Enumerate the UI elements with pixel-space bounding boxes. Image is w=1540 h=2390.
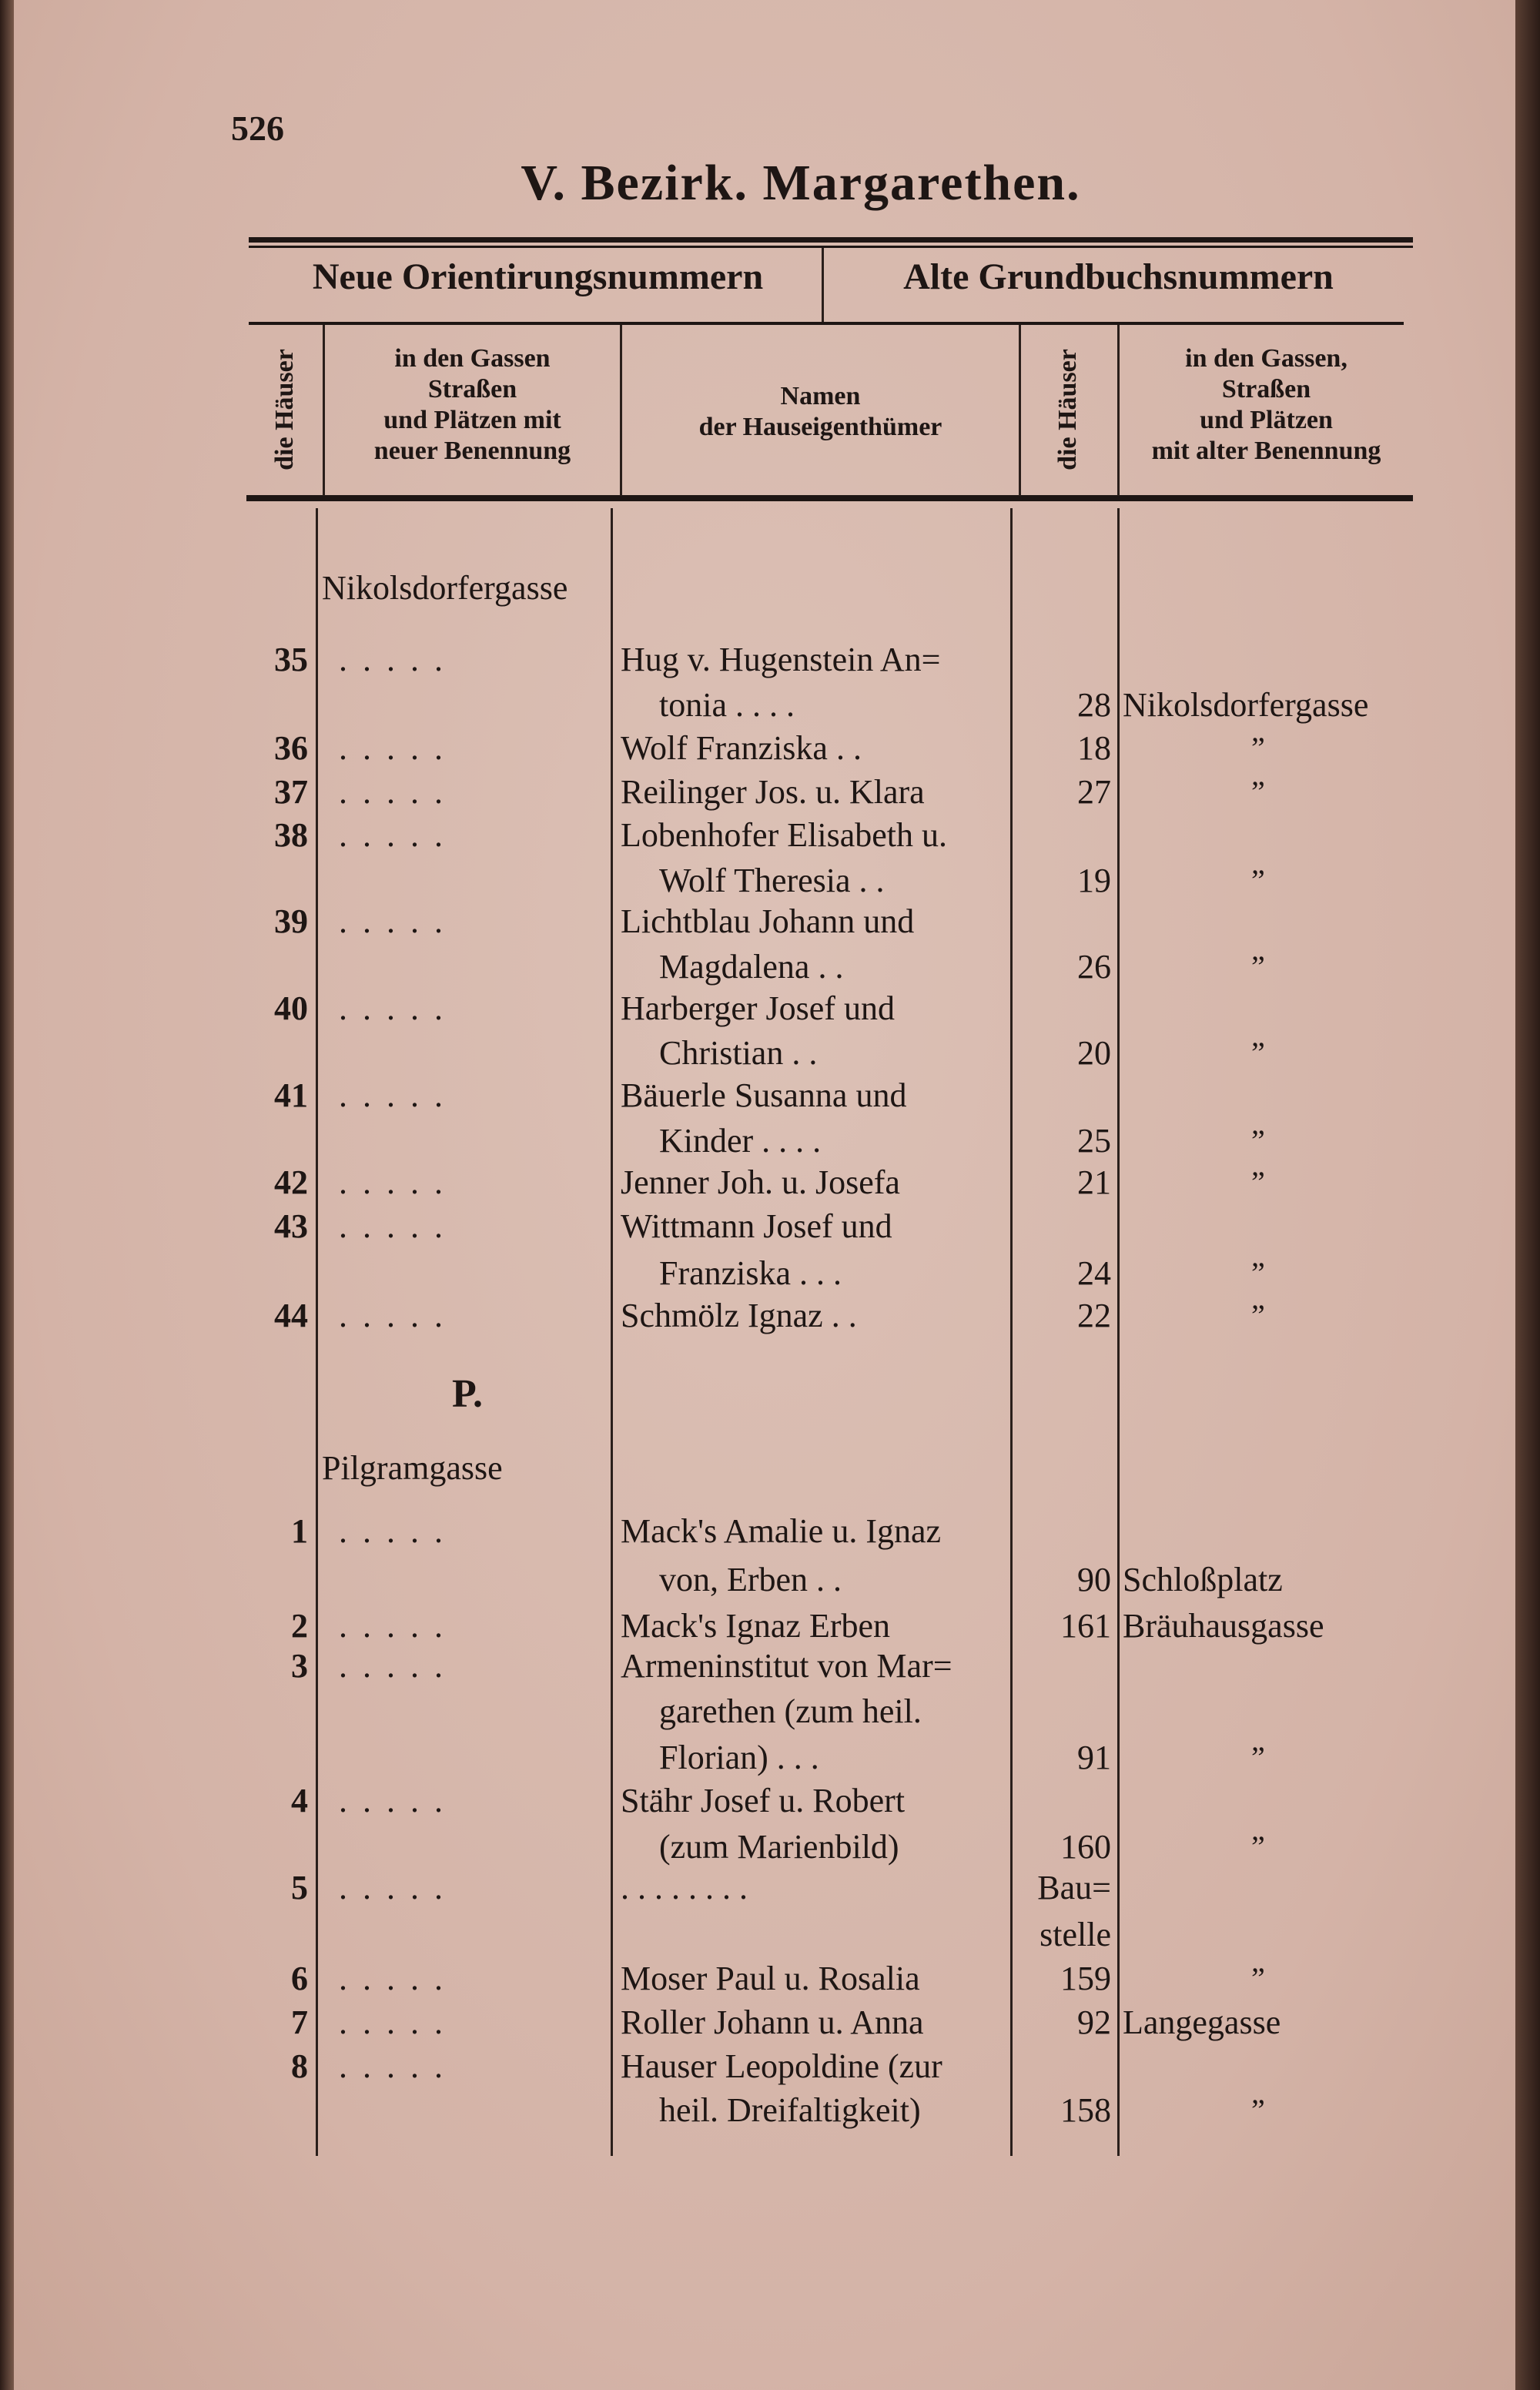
- table-row: [0, 1251, 1540, 1295]
- owner-name: heil. Dreifaltigkeit): [659, 2091, 921, 2129]
- owner-name: Franziska . . .: [659, 1254, 842, 1292]
- house-number-new: 3: [291, 1647, 308, 1685]
- leader-dots: .....: [339, 1647, 458, 1685]
- table-row: [0, 1446, 1540, 1490]
- house-number-old: 160: [1060, 1828, 1111, 1866]
- ditto-mark: ”: [1251, 1829, 1265, 1864]
- house-number-old: 161: [1060, 1607, 1111, 1645]
- street-name-old: Schloßplatz: [1123, 1561, 1283, 1598]
- house-number-old: 26: [1077, 948, 1111, 986]
- leader-dots: .....: [339, 1207, 458, 1245]
- owner-name: Wolf Theresia . .: [659, 862, 885, 899]
- house-number-old: 22: [1077, 1297, 1111, 1334]
- table-row: [0, 1736, 1540, 1779]
- house-number-old: 159: [1060, 1960, 1111, 1997]
- owner-name: Mack's Amalie u. Ignaz: [621, 1512, 942, 1550]
- ditto-mark: ”: [1251, 863, 1265, 898]
- house-number-old: 21: [1077, 1163, 1111, 1201]
- ditto-mark: ”: [1251, 731, 1265, 765]
- house-number-new: 44: [274, 1297, 308, 1334]
- owner-name: Christian . .: [659, 1034, 818, 1072]
- header-houses-new: die Häuser: [270, 349, 299, 470]
- house-number-new: 1: [291, 1512, 308, 1550]
- owner-name: Kinder . . . .: [659, 1122, 822, 1160]
- table-row: [0, 1160, 1540, 1204]
- house-number-new: 4: [291, 1782, 308, 1819]
- header-owners: [622, 381, 1019, 443]
- owner-name: garethen (zum heil.: [659, 1692, 922, 1730]
- house-number-old: Bau=: [1037, 1869, 1111, 1906]
- house-number-old: 91: [1077, 1739, 1111, 1776]
- table-row: [0, 1689, 1540, 1733]
- owner-name: Magdalena . .: [659, 948, 844, 986]
- page-number: 526: [231, 109, 284, 148]
- owner-name: Lichtblau Johann und: [621, 902, 915, 940]
- table-row: [0, 1604, 1540, 1648]
- table-row: [0, 1372, 1540, 1416]
- owner-name: Jenner Joh. u. Josefa: [621, 1163, 900, 1201]
- header-old-numbers: Alte Grundbuchsnummern: [903, 256, 1334, 297]
- leader-dots: .....: [339, 641, 458, 678]
- owner-name: Stähr Josef u. Robert: [621, 1782, 906, 1819]
- table-row: [0, 1509, 1540, 1553]
- leader-dots: .....: [339, 1297, 458, 1334]
- ditto-mark: ”: [1251, 2093, 1265, 2127]
- house-number-new: 42: [274, 1163, 308, 1201]
- house-number-new: 8: [291, 2047, 308, 2085]
- owner-name: Hug v. Hugenstein An=: [621, 641, 941, 678]
- house-number-new: 39: [274, 902, 308, 940]
- leader-dots: .....: [339, 1512, 458, 1550]
- ditto-mark: ”: [1251, 1165, 1265, 1200]
- ditto-mark: ”: [1251, 1298, 1265, 1333]
- header-line: und Plätzen mit: [383, 406, 561, 434]
- header-line: Namen: [780, 382, 861, 410]
- owner-name: . . . . . . . .: [621, 1869, 748, 1906]
- section-letter: P.: [452, 1372, 483, 1416]
- owner-name: (zum Marienbild): [659, 1828, 899, 1866]
- table-row: [0, 2044, 1540, 2088]
- table-row: [0, 859, 1540, 902]
- house-number-old: 28: [1077, 686, 1111, 724]
- table-row: [0, 813, 1540, 857]
- col-divider: [1019, 325, 1021, 496]
- leader-dots: .....: [339, 902, 458, 940]
- table-row: [0, 1779, 1540, 1823]
- house-number-new: 2: [291, 1607, 308, 1645]
- owner-name: Reilinger Jos. u. Klara: [621, 773, 925, 811]
- table-row: [0, 1957, 1540, 2000]
- owner-name: Schmölz Ignaz . .: [621, 1297, 857, 1334]
- owner-name: tonia . . . .: [659, 686, 795, 724]
- house-number-new: 5: [291, 1869, 308, 1906]
- table-row: [0, 2088, 1540, 2132]
- table-row: [0, 1119, 1540, 1163]
- house-number-old: 20: [1077, 1034, 1111, 1072]
- header-line: Straßen: [427, 375, 517, 403]
- house-number-new: 36: [274, 729, 308, 767]
- ditto-mark: ”: [1251, 1961, 1265, 1996]
- table-row: [0, 1294, 1540, 1337]
- owner-name: Roller Johann u. Anna: [621, 2003, 924, 2041]
- table-row: [0, 566, 1540, 610]
- table-row: [0, 1644, 1540, 1688]
- header-line: der Hauseigenthümer: [698, 413, 942, 441]
- ditto-mark: ”: [1251, 1740, 1265, 1775]
- house-number-new: 7: [291, 2003, 308, 2041]
- house-number-old: 27: [1077, 773, 1111, 811]
- ditto-mark: ”: [1251, 775, 1265, 809]
- owner-name: Armeninstitut von Mar=: [621, 1647, 952, 1685]
- table-row: [0, 1204, 1540, 1248]
- ditto-mark: ”: [1251, 1256, 1265, 1290]
- table-row: [0, 726, 1540, 770]
- table-row: [0, 770, 1540, 814]
- table-row: [0, 899, 1540, 943]
- house-number-new: 41: [274, 1076, 308, 1114]
- street-name-old: Bräuhausgasse: [1123, 1607, 1324, 1645]
- header-streets-new: [325, 343, 620, 467]
- table-row: [0, 2000, 1540, 2044]
- header-mid-rule: [249, 322, 1404, 325]
- house-number-new: 40: [274, 989, 308, 1027]
- street-name-new: Nikolsdorfergasse: [322, 569, 568, 607]
- header-line: in den Gassen: [394, 344, 551, 373]
- leader-dots: .....: [339, 1782, 458, 1819]
- table-row: [0, 1866, 1540, 1910]
- table-row: [0, 638, 1540, 681]
- page-title: V. Bezirk. Margarethen.: [521, 155, 1081, 211]
- header-streets-old: [1120, 343, 1413, 467]
- house-number-old: 24: [1077, 1254, 1111, 1292]
- leader-dots: .....: [339, 2003, 458, 2041]
- header-line: Straßen: [1221, 375, 1311, 403]
- owner-name: Florian) . . .: [659, 1739, 819, 1776]
- header-top-rule-thin: [249, 246, 1413, 248]
- owner-name: von, Erben . .: [659, 1561, 842, 1598]
- house-number-old: 19: [1077, 862, 1111, 899]
- owner-name: Moser Paul u. Rosalia: [621, 1960, 920, 1997]
- owner-name: Bäuerle Susanna und: [621, 1076, 907, 1114]
- ditto-mark: ”: [1251, 1036, 1265, 1070]
- house-number-new: 43: [274, 1207, 308, 1245]
- header-line: in den Gassen,: [1185, 344, 1348, 373]
- table-row: [0, 1825, 1540, 1869]
- ditto-mark: ”: [1251, 1123, 1265, 1158]
- leader-dots: .....: [339, 816, 458, 854]
- leader-dots: .....: [339, 1869, 458, 1906]
- table-row: [0, 1073, 1540, 1117]
- house-number-old: 18: [1077, 729, 1111, 767]
- ditto-mark: ”: [1251, 949, 1265, 984]
- street-name-old: Langegasse: [1123, 2003, 1281, 2041]
- street-name-new: Pilgramgasse: [322, 1449, 503, 1487]
- leader-dots: .....: [339, 1076, 458, 1114]
- leader-dots: .....: [339, 773, 458, 811]
- house-number-old: 90: [1077, 1561, 1111, 1598]
- leader-dots: .....: [339, 1607, 458, 1645]
- leader-dots: .....: [339, 989, 458, 1027]
- header-line: und Plätzen: [1200, 406, 1333, 434]
- street-name-old: Nikolsdorfergasse: [1123, 686, 1369, 724]
- header-line: mit alter Benennung: [1151, 437, 1381, 465]
- owner-name: Lobenhofer Elisabeth u.: [621, 816, 947, 854]
- owner-name: Mack's Ignaz Erben: [621, 1607, 891, 1645]
- table-row: [0, 986, 1540, 1030]
- table-row: [0, 945, 1540, 989]
- house-number-new: 37: [274, 773, 308, 811]
- house-number-old: 158: [1060, 2091, 1111, 2129]
- leader-dots: .....: [339, 2047, 458, 2085]
- owner-name: Wolf Franziska . .: [621, 729, 862, 767]
- house-number-new: 38: [274, 816, 308, 854]
- leader-dots: .....: [339, 1960, 458, 1997]
- header-line: neuer Benennung: [373, 437, 571, 465]
- table-row: [0, 1913, 1540, 1957]
- house-number-old: 92: [1077, 2003, 1111, 2041]
- table-row: [0, 683, 1540, 727]
- owner-name: Harberger Josef und: [621, 989, 895, 1027]
- house-number-old: stelle: [1040, 1916, 1111, 1953]
- table-row: [0, 1558, 1540, 1602]
- header-new-numbers: Neue Orientirungsnummern: [312, 256, 764, 297]
- leader-dots: .....: [339, 729, 458, 767]
- header-top-rule: [249, 237, 1413, 243]
- house-number-old: 25: [1077, 1122, 1111, 1160]
- owner-name: Hauser Leopoldine (zur: [621, 2047, 942, 2085]
- owner-name: Wittmann Josef und: [621, 1207, 892, 1245]
- header-bottom-rule: [246, 495, 1413, 501]
- table-row: [0, 1031, 1540, 1075]
- header-houses-old: die Häuser: [1053, 349, 1082, 470]
- house-number-new: 35: [274, 641, 308, 678]
- house-number-new: 6: [291, 1960, 308, 1997]
- leader-dots: .....: [339, 1163, 458, 1201]
